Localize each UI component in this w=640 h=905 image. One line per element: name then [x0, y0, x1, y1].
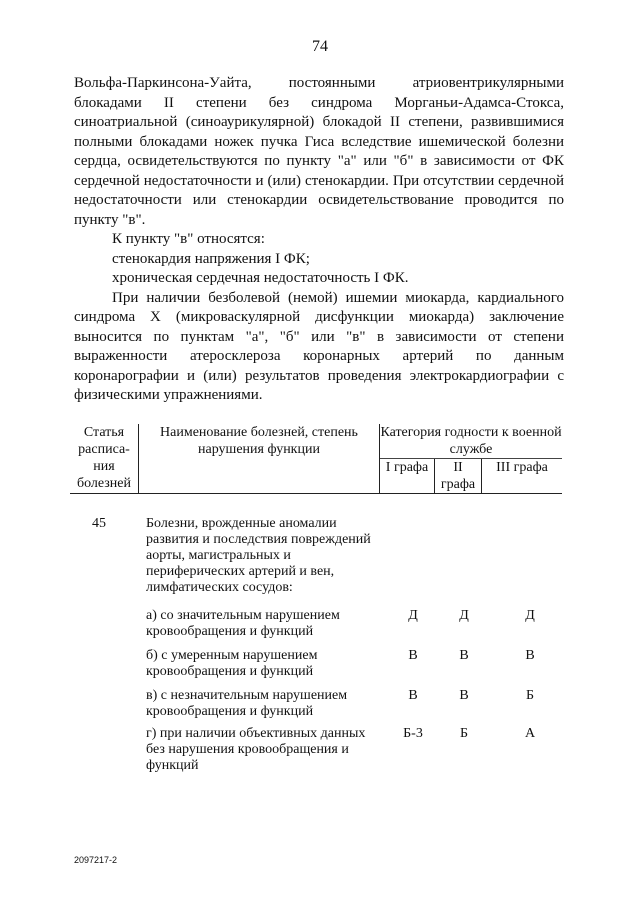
- paragraph: При наличии безболевой (немой) ишемии миокарда, кардиального синдрома Х (микроваскулярной дисфункции миокарда) заключение выносится по пунктам "а", "б" или "в" в зависимости от степени выраженности атеросклероза коронарных артерий по данным коронарографии и (или) результатов проведения электрокардиографии с физическими упражнениями.: [74, 289, 564, 403]
- footer-code: 2097217-2: [74, 855, 118, 865]
- row-label: г) при наличии объективных данных без нарушения кровообращения и функций: [146, 726, 366, 773]
- header-article-column: Статья расписа-ния болезней: [70, 424, 139, 494]
- page-number: 74: [312, 38, 328, 55]
- row-label: в) с незначительным нарушением кровообращения и функций: [146, 688, 348, 719]
- header-category: Категория годности к военной службе: [380, 425, 562, 457]
- row-value-graph-1: В: [408, 648, 418, 663]
- row-label: а) со значительным нарушением кровообращения и функций: [146, 608, 340, 639]
- row-value-graph-2: Д: [459, 608, 469, 623]
- article-number: 45: [92, 516, 106, 531]
- paragraph: стенокардия напряжения I ФК;: [112, 250, 310, 267]
- paragraph: хроническая сердечная недостаточность I ФК.: [112, 270, 409, 286]
- row-value-graph-3: Б: [525, 688, 535, 703]
- table-header: [70, 424, 562, 494]
- row-value-graph-1: В: [408, 688, 418, 703]
- row-value-graph-1: Б-3: [403, 726, 423, 741]
- row-value-graph-2: В: [459, 648, 469, 663]
- header-graph-1: I графа: [380, 459, 435, 494]
- row-value-graph-3: Д: [525, 608, 535, 623]
- row-value-graph-2: Б: [459, 726, 469, 741]
- header-graph-3: III графа: [482, 459, 563, 494]
- header-graph-2: II графа: [435, 459, 482, 494]
- row-value-graph-2: В: [459, 688, 469, 703]
- header-disease-column: Наименование болезней, степень нарушения функции: [139, 424, 380, 494]
- row-value-graph-1: Д: [408, 608, 418, 623]
- row-value-graph-3: А: [524, 726, 536, 741]
- row-label: б) с умеренным нарушением кровообращения и функций: [146, 648, 318, 679]
- article-title: Болезни, врожденные аномалии развития и последствия повреждений аорты, магистральных и периферических артерий и вен, лимфатических сосудов:: [146, 516, 371, 595]
- paragraph: Вольфа-Паркинсона-Уайта, постоянными атриовентрикулярными блокадами II степени без синдрома Морганьи-Адамса-Стокса, синоатриальной (синоаурикулярной) блокадой II степени, развившимися полными блокадами ножек пучка Гиса вследствие ишемической болезни сердца, освидетельствуются по пункту "а" или "б" в зависимости от ФК сердечной недостаточности и (или) стенокардии. При отсутствии сердечной недостаточности или стенокардии освидетельствование проводится по пункту "в".: [74, 75, 564, 228]
- body-text: [74, 74, 564, 406]
- paragraph: К пункту "в" относятся:: [112, 231, 265, 247]
- row-value-graph-3: В: [525, 648, 535, 663]
